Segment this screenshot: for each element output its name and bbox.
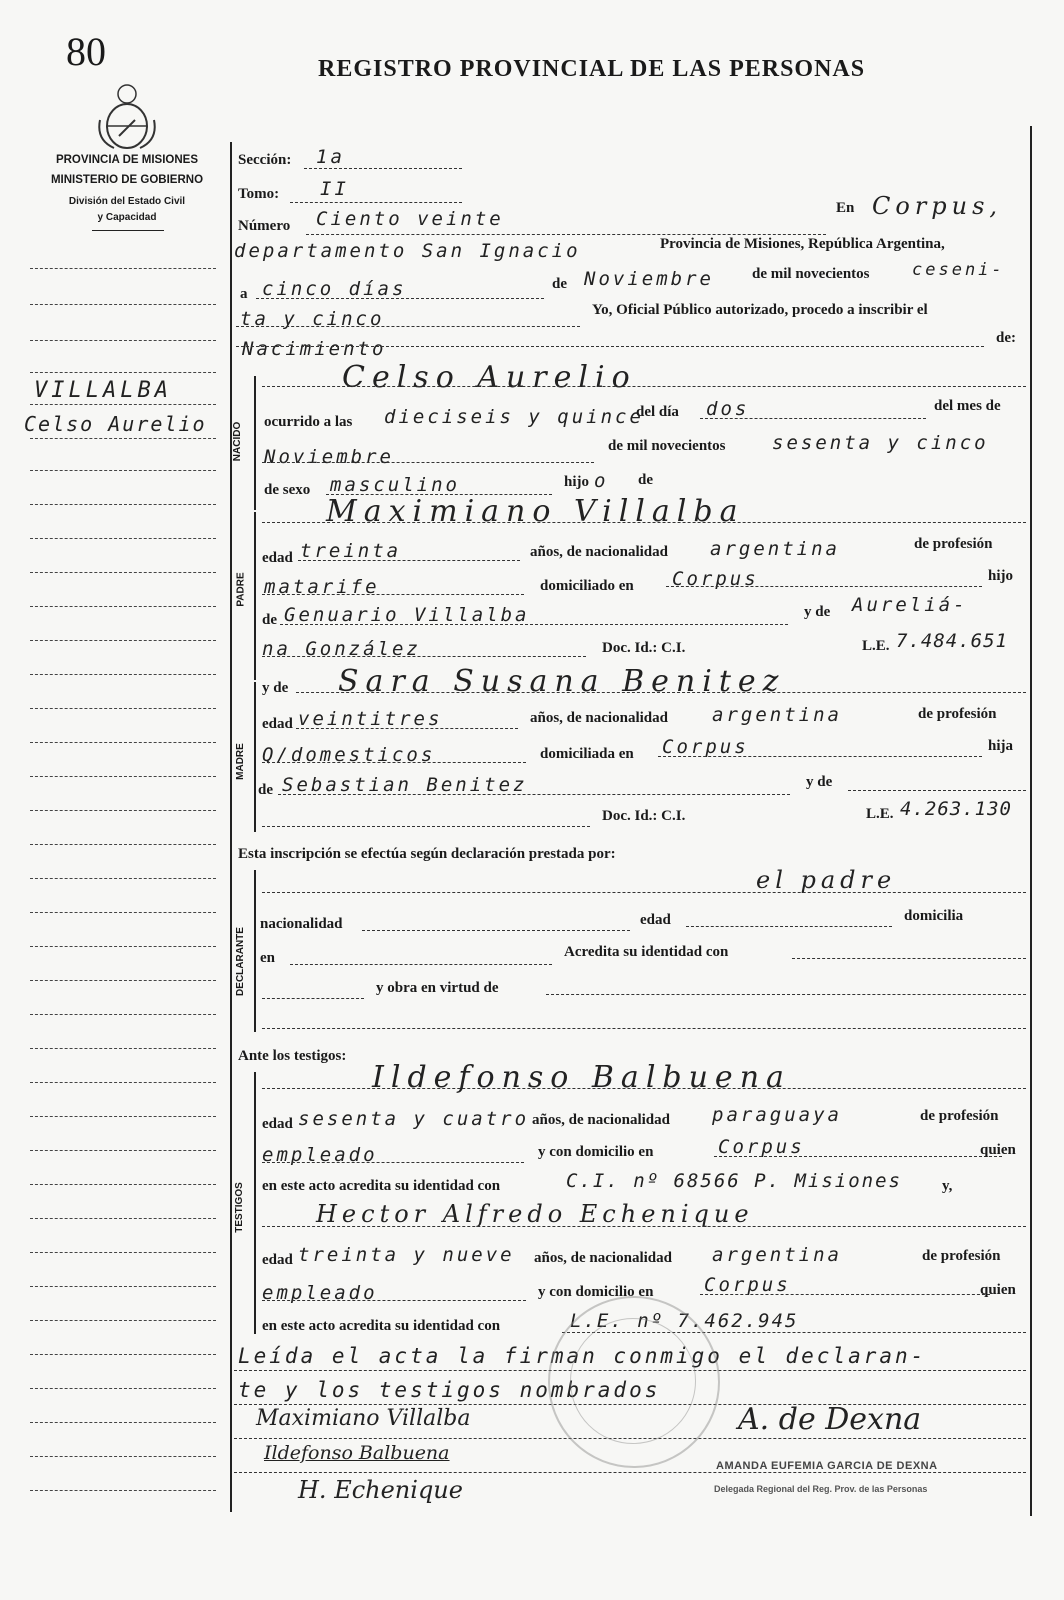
label-nacionalidad-madre: años, de nacionalidad (530, 710, 668, 726)
field-t2-edad: treinta y nueve (298, 1244, 515, 1266)
underline (236, 346, 984, 347)
field-mes: Noviembre (264, 446, 394, 468)
signature-official: A. de Dexna (738, 1402, 922, 1437)
signature-witness-1: Ildefonso Balbuena (264, 1442, 450, 1464)
signature-father: Maximiano Villalba (256, 1406, 471, 1431)
label-edad: edad (262, 550, 293, 566)
section-madre: MADRE (234, 743, 246, 780)
label-acto-t2: en este acto acredita su identidad con (262, 1318, 501, 1334)
field-abuela-paterna-a: Aureliá- (852, 594, 968, 616)
margin-line (30, 504, 216, 505)
field-t1-identidad: C.I. nº 68566 P. Misiones (566, 1170, 902, 1192)
field-t1-nacionalidad: paraguaya (712, 1104, 842, 1126)
underline (262, 1028, 1026, 1029)
underline (262, 656, 586, 657)
field-t1-edad: sesenta y cuatro (298, 1108, 530, 1130)
label-del-mes: del mes de (934, 398, 1001, 414)
field-padre-profesion: matarife (264, 576, 380, 598)
margin-line (30, 844, 216, 845)
label-de-madre: de (258, 782, 273, 798)
underline (362, 930, 630, 931)
field-testigo2-nombre: Hector Alfredo Echenique (316, 1200, 754, 1228)
underline (262, 1088, 1026, 1089)
field-tomo: II (320, 178, 349, 200)
label-en: En (836, 200, 855, 216)
label-seccion: Sección: (238, 152, 292, 168)
label-profesion-t1: de profesión (920, 1108, 999, 1124)
field-anio-inscripcion-b: ta y cinco (240, 308, 385, 330)
underline (262, 386, 1026, 387)
field-departamento: departamento San Ignacio (234, 240, 581, 262)
underline (278, 794, 790, 795)
closing-line-2: te y los testigos nombrados (238, 1378, 661, 1402)
label-profesion: de profesión (914, 536, 993, 552)
label-quien-t1: quien (980, 1142, 1016, 1158)
closing-line-1: Leída el acta la firman conmigo el declaran- (238, 1344, 927, 1368)
field-t2-domicilio: Corpus (704, 1274, 791, 1296)
official-seal-inner (570, 1318, 696, 1444)
margin-line (30, 1048, 216, 1049)
label-nacionalidad-decl: nacionalidad (260, 916, 343, 932)
margin-line (30, 912, 216, 913)
field-t2-profesion: empleado (262, 1282, 378, 1304)
underline (298, 560, 520, 561)
signature-witness-2: H. Echenique (298, 1476, 463, 1504)
label-edad-t2: edad (262, 1252, 293, 1268)
margin-line (30, 470, 216, 471)
underline (666, 586, 982, 587)
underline (290, 964, 552, 965)
label-ocurrido: ocurrido a las (264, 414, 353, 430)
field-sexo: masculino (330, 474, 460, 496)
underline (236, 326, 580, 327)
field-abuela-paterna-b: na González (262, 638, 421, 660)
field-madre-nombre: Sara Susana Benitez (338, 664, 786, 699)
form-border-left (230, 142, 232, 1512)
official-role: Delegada Regional del Reg. Prov. de las Personas (714, 1484, 928, 1494)
label-de: de (552, 276, 567, 292)
margin-line (30, 268, 216, 269)
underline (714, 1156, 1002, 1157)
margin-line (30, 438, 216, 439)
margin-line (30, 1422, 216, 1423)
label-edad-t1: edad (262, 1116, 293, 1132)
margin-line (30, 776, 216, 777)
field-lugar: Corpus, (872, 192, 1003, 220)
margin-line (30, 606, 216, 607)
margin-line (30, 572, 216, 573)
margin-line (30, 404, 216, 405)
underline (848, 790, 1026, 791)
margin-line (30, 1354, 216, 1355)
field-madre-edad: veintitres (298, 708, 443, 730)
madre-bracket (254, 682, 256, 832)
field-acto: Nacimiento (242, 338, 387, 360)
underline (296, 728, 518, 729)
label-le-padre: L.E. (862, 638, 890, 654)
margin-line (30, 1150, 216, 1151)
padre-bracket (254, 512, 256, 680)
label-declaracion: Esta inscripción se efectúa según declaración prestada por: (238, 846, 616, 862)
margin-line (30, 1388, 216, 1389)
label-hija: hija (988, 738, 1014, 754)
underline (700, 418, 926, 419)
field-mes-inscripcion: Noviembre (584, 268, 714, 290)
field-padre-nacionalidad: argentina (710, 538, 840, 560)
section-testigos: TESTIGOS (233, 1182, 245, 1233)
field-anio-inscripcion-a: ceseni- (912, 260, 1005, 280)
label-obra: y obra en virtud de (376, 980, 499, 996)
label-numero: Número (238, 218, 291, 234)
label-domiciliado: domiciliado en (540, 578, 634, 594)
label-hijo: hijo (564, 474, 590, 490)
label-profesion-t2: de profesión (922, 1248, 1001, 1264)
margin-line (30, 304, 216, 305)
underline (792, 958, 1026, 959)
underline (262, 826, 590, 827)
field-padre-edad: treinta (300, 540, 402, 562)
underline (262, 522, 1026, 523)
org-capacity: y Capacidad (97, 212, 157, 223)
section-padre: PADRE (235, 572, 247, 607)
label-domicilia: domicilia (904, 908, 964, 924)
margin-line (30, 1014, 216, 1015)
label-hijo-2: hijo (988, 568, 1014, 584)
margin-line (30, 674, 216, 675)
label-y-de-madre: y de (806, 774, 833, 790)
margin-line (30, 1184, 216, 1185)
field-seccion: 1a (316, 146, 345, 168)
margin-line (30, 1116, 216, 1117)
label-domicilio-t2: y con domicilio en (538, 1284, 654, 1300)
margin-line (30, 1218, 216, 1219)
underline (306, 234, 826, 235)
margin-line (30, 372, 216, 373)
field-madre-profesion: Q/domesticos (262, 744, 436, 766)
label-quien-t2: quien (980, 1282, 1016, 1298)
field-padre-le: 7.484.651 (896, 630, 1008, 652)
label-y-de: y de (804, 604, 831, 620)
field-abuelo-paterno: Genuario Villalba (284, 604, 530, 626)
label-de-colon: de: (996, 330, 1016, 346)
underline (262, 1226, 1026, 1227)
label-en-decl: en (260, 950, 275, 966)
coat-of-arms-icon (94, 80, 160, 152)
label-a: a (240, 286, 248, 302)
margin-names: Celso Aurelio (24, 412, 207, 436)
field-nombre: Celso Aurelio (342, 360, 637, 395)
underline (256, 298, 544, 299)
label-doc-madre: Doc. Id.: C.I. (602, 808, 686, 824)
underline (280, 624, 788, 625)
underline (262, 594, 524, 595)
underline (700, 1294, 990, 1295)
margin-line (30, 1320, 216, 1321)
label-de-3: de (262, 612, 277, 628)
label-tomo: Tomo: (238, 186, 280, 202)
margin-line (30, 742, 216, 743)
org-division: División del Estado Civil (68, 196, 186, 207)
field-padre-domicilio: Corpus (672, 568, 759, 590)
label-domiciliada: domiciliada en (540, 746, 634, 762)
section-declarante: DECLARANTE (234, 927, 246, 996)
label-le-madre: L.E. (866, 806, 894, 822)
field-dia-inscripcion: cinco días (262, 278, 407, 300)
section-nacido: NACIDO (232, 421, 244, 462)
label-acredita: Acredita su identidad con (564, 944, 729, 960)
org-rule (92, 230, 164, 231)
label-y-comma: y, (942, 1178, 953, 1194)
field-abuelo-materno: Sebastian Benitez (282, 774, 528, 796)
margin-line (30, 810, 216, 811)
margin-line (30, 980, 216, 981)
margin-line (30, 946, 216, 947)
label-profesion-madre: de profesión (918, 706, 997, 722)
label-edad-madre: edad (262, 716, 293, 732)
margin-line (30, 1490, 216, 1491)
label-nacionalidad-t1: años, de nacionalidad (532, 1112, 670, 1128)
underline (304, 168, 462, 169)
label-y-de-2: y de (262, 680, 289, 696)
underline (262, 1300, 526, 1301)
label-acto-t1: en este acto acredita su identidad con (262, 1178, 501, 1194)
field-declarante: el padre (756, 866, 897, 894)
label-doc-padre: Doc. Id.: C.I. (602, 640, 686, 656)
label-yo: Yo, Oficial Público autorizado, procedo a inscribir el (592, 302, 928, 318)
field-hora: dieciseis y quince (384, 406, 644, 428)
underline (546, 994, 1026, 995)
underline (686, 926, 892, 927)
field-padre-nombre: Maximiano Villalba (326, 494, 745, 529)
label-nacionalidad-t2: años, de nacionalidad (534, 1250, 672, 1266)
testigos-bracket (254, 1072, 256, 1334)
field-madre-domicilio: Corpus (662, 736, 749, 758)
page-number: 80 (66, 29, 106, 74)
label-de-mil-2: de mil novecientos (608, 438, 726, 454)
field-t2-nacionalidad: argentina (712, 1244, 842, 1266)
underline (262, 892, 1026, 893)
label-sexo: de sexo (264, 482, 311, 498)
label-edad-decl: edad (640, 912, 671, 928)
field-t1-domicilio: Corpus (718, 1136, 805, 1158)
page-title: REGISTRO PROVINCIAL DE LAS PERSONAS (318, 56, 866, 82)
field-madre-le: 4.263.130 (900, 798, 1012, 820)
official-name: AMANDA EUFEMIA GARCIA DE DEXNA (716, 1460, 938, 1472)
field-dia: dos (706, 398, 750, 420)
label-de-2: de (638, 472, 653, 488)
field-testigo1-nombre: Ildefonso Balbuena (372, 1060, 791, 1095)
margin-line (30, 878, 216, 879)
margin-line (30, 640, 216, 641)
margin-line (30, 1252, 216, 1253)
field-madre-nacionalidad: argentina (712, 704, 842, 726)
underline (262, 462, 594, 463)
underline (234, 1472, 1026, 1473)
label-de-mil: de mil novecientos (752, 266, 870, 282)
underline (296, 692, 1026, 693)
label-nacionalidad: años, de nacionalidad (530, 544, 668, 560)
declarante-bracket (254, 870, 256, 1032)
underline (262, 1162, 524, 1163)
field-hijo-suffix: o (594, 470, 609, 492)
underline (658, 756, 982, 757)
margin-line (30, 340, 216, 341)
field-t1-profesion: empleado (262, 1144, 378, 1166)
underline (262, 998, 364, 999)
label-del-dia: del día (636, 404, 679, 420)
margin-line (30, 1286, 216, 1287)
underline (290, 202, 462, 203)
org-ministry: MINISTERIO DE GOBIERNO (50, 174, 204, 186)
form-border-right (1030, 126, 1032, 1516)
margin-line (30, 1082, 216, 1083)
margin-line (30, 708, 216, 709)
nacido-bracket (254, 376, 256, 510)
field-anio: sesenta y cinco (772, 432, 989, 454)
margin-line (30, 1456, 216, 1457)
label-domicilio-t1: y con domicilio en (538, 1144, 654, 1160)
margin-line (30, 538, 216, 539)
margin-surname: VILLALBA (34, 378, 172, 403)
field-numero: Ciento veinte (316, 208, 504, 230)
label-provincia: Provincia de Misiones, República Argentina, (660, 236, 945, 252)
org-province: PROVINCIA DE MISIONES (55, 154, 199, 166)
label-testigos: Ante los testigos: (238, 1048, 347, 1064)
underline (262, 762, 526, 763)
field-t2-identidad: L.E. nº 7.462.945 (570, 1310, 799, 1332)
